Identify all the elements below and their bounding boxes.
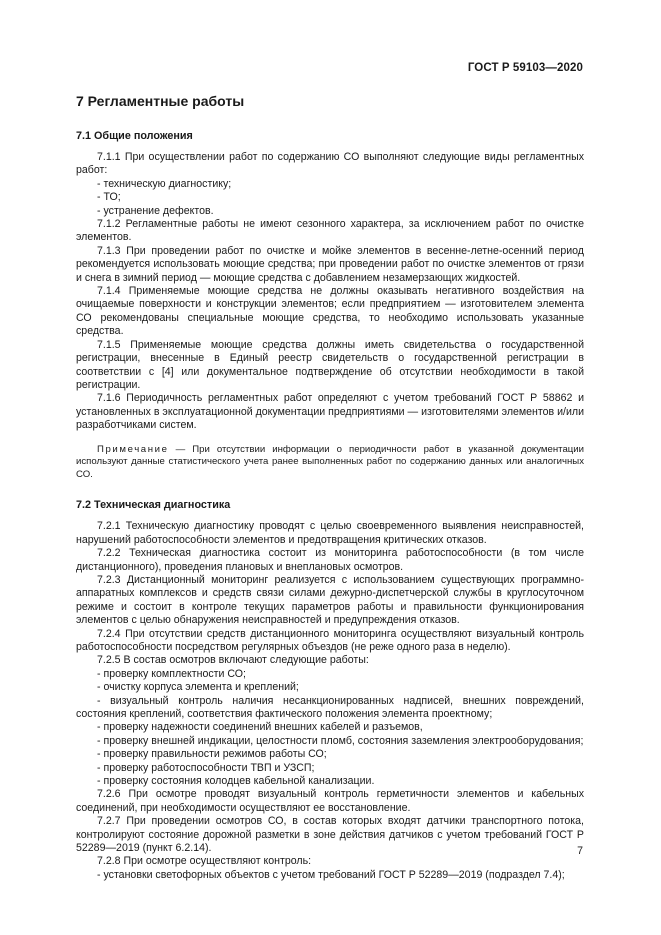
section-title: 7 Регламентные работы <box>76 93 245 109</box>
list-item: - визуальный контроль наличия несанкционированных надписей, внешних повреждений, состояния креплений, соответствия фактического положения элемента проектному; <box>76 694 584 720</box>
paragraph-7-1-6: 7.1.6 Периодичность регламентных работ определяют с учетом требований ГОСТ Р 58862 и установленных в эксплуатационной документации предприятиями — изготовителями элементов и/или разработчиками систем. <box>76 392 584 432</box>
paragraph-7-1-5: 7.1.5 Применяемые моющие средства должны иметь свидетельства о государственной регистрации, внесенные в Единый реестр свидетельств о государственной регистрации в соответствии с [4] или документальное подтверждение об отсутствии необходимости в такой регистрации. <box>76 338 584 391</box>
paragraph-7-2-3: 7.2.3 Дистанционный мониторинг реализуется с использованием существующих программно-аппаратных комплексов и средств связи силами дежурно-диспетчерской службы в круглосуточном режиме и состоит в контроле текущих параметров работы и правильности функционирования элементов с целью обнаружения неисправностей и предупреждения отказов. <box>76 573 584 627</box>
paragraph-7-2-6: 7.2.6 При осмотре проводят визуальный контроль герметичности элементов и кабельных соединений, при необходимости осуществляют ее восстановление. <box>76 788 584 814</box>
list-item: - проверку внешней индикации, целостности пломб, состояния заземления электрооборудования; <box>97 734 584 747</box>
note-label: Примечание <box>97 443 169 455</box>
list-item: - проверку правильности режимов работы СО; <box>97 748 327 761</box>
paragraph-7-2-5: 7.2.5 В состав осмотров включают следующие работы: <box>97 654 369 667</box>
list-item: - проверку состояния колодцев кабельной канализации. <box>97 775 375 788</box>
list-item: - проверку работоспособности ТВП и УЗСП; <box>97 761 315 774</box>
document-body <box>76 92 584 882</box>
paragraph-7-2-4: 7.2.4 При отсутствии средств дистанционного мониторинга осуществляют визуальный контроль работоспособности посредством регулярных объездов (не реже одного раза в неделю). <box>76 627 584 653</box>
list-item: - проверку комплектности СО; <box>97 667 246 680</box>
paragraph-7-2-7: 7.2.7 При проведении осмотров СО, в состав которых входят датчики транспортного потока, контролируют состояние дорожной разметки в зоне действия датчиков с учетом требований ГОСТ Р 52289—2019 (пункт 6.2.14). <box>76 815 584 855</box>
paragraph-7-1-4: 7.1.4 Применяемые моющие средства не должны оказывать негативного воздействия на очищаемые поверхности и конструкции элементов; если предприятием — изготовителем элемента СО рекомендованы специальные моющие средства, то необходимо использовать указанные средства. <box>76 285 584 338</box>
note-text: — При отсутствии информации о периодичности работ в указанной документации используют данные статистического учета ранее выполненных работ по содержанию данных или аналогичных СО. <box>76 443 584 480</box>
list-item: - очистку корпуса элемента и креплений; <box>97 681 299 694</box>
list-item: - ТО; <box>97 191 121 204</box>
paragraph-7-2-2: 7.2.2 Техническая диагностика состоит из мониторинга работоспособности (в том числе дистанционного), проведения плановых и внеплановых осмотров. <box>76 547 584 573</box>
paragraph-7-2-8: 7.2.8 При осмотре осуществляют контроль: <box>97 855 312 868</box>
subsection-title-7-2: 7.2 Техническая диагностика <box>76 499 231 512</box>
subsection-title-7-1: 7.1 Общие положения <box>76 130 193 142</box>
paragraph-7-1-2: 7.1.2 Регламентные работы не имеют сезонного характера, за исключением работ по очистке элементов. <box>76 218 584 244</box>
list-item: - устранение дефектов. <box>97 204 214 217</box>
page-number: 7 <box>577 845 583 857</box>
paragraph-7-1-1: 7.1.1 При осуществлении работ по содержанию СО выполняют следующие виды регламентных работ: <box>76 151 584 177</box>
section-gap <box>76 481 584 499</box>
document-standard-number: ГОСТ Р 59103—2020 <box>467 62 583 74</box>
list-item: - техническую диагностику; <box>97 177 232 190</box>
paragraph-7-1-3: 7.1.3 При проведении работ по очистке и мойке элементов в весенне-летне-осенний период рекомендуется использовать моющие средства; при проведении работ по очистке элементов от грязи и снега в зимний период — моющие средства с добавлением незамерзающих жидкостей. <box>76 244 584 284</box>
list-item: - установки светофорных объектов с учетом требований ГОСТ Р 52289—2019 (подраздел 7.4); <box>97 868 565 881</box>
paragraph-7-2-1: 7.2.1 Техническую диагностику проводят с целью своевременного выявления неисправностей, нарушений работоспособности элементов и предотвращения критических отказов. <box>76 520 584 546</box>
note <box>76 444 584 482</box>
list-item: - проверку надежности соединений внешних кабелей и разъемов, <box>97 721 423 734</box>
